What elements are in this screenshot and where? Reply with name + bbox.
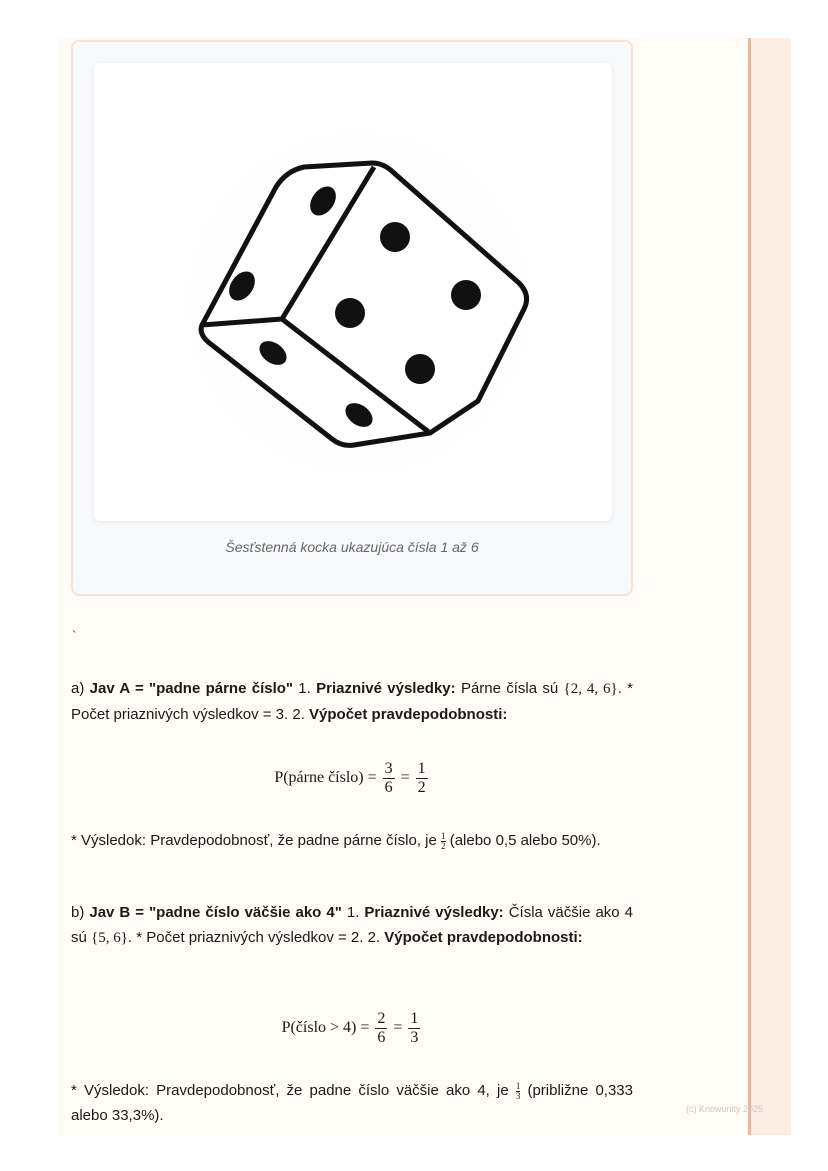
outcome-set: {2, 4, 6}: [563, 681, 618, 697]
part-b-prefix: b): [71, 904, 90, 921]
count-text: . * Počet priaznivých výsledkov = 3. 2.: [71, 680, 633, 723]
formula-lhs: P(číslo > 4) =: [281, 1019, 374, 1037]
step-label: Priaznivé výsledky:: [364, 904, 504, 921]
result-b: * Výsledok: Pravdepodobnosť, že padne číslo väčšie ako 4, je $\frac{1}{3}$ (približne 0,333 alebo 33,3%).: [71, 1080, 633, 1124]
fraction: $\frac{1}{3}$: [515, 1080, 521, 1101]
part-b-title: Jav B = "padne číslo väčšie ako 4": [89, 904, 342, 921]
stray-mark: `: [72, 628, 77, 643]
fraction: $\frac{1}{2}$: [417, 760, 426, 796]
part-a-title: Jav A = "padne párne číslo": [89, 680, 294, 697]
result-a: * Výsledok: Pravdepodobnosť, že padne párne číslo, je $\frac{1}{2}$ (alebo 0,5 alebo 50%).: [71, 830, 601, 851]
dice-icon: [94, 63, 612, 521]
part-b-text: [71, 900, 633, 951]
figure-caption: Šesťstenná kocka ukazujúca čísla 1 až 6: [225, 539, 479, 555]
fraction: $\frac{1}{2}$: [441, 830, 446, 851]
step-label: Priaznivé výsledky:: [316, 680, 456, 697]
figure-card: [71, 40, 633, 596]
outcome-set: {5, 6}: [91, 930, 128, 946]
side-margin: [748, 38, 791, 1135]
part-a-text: [71, 676, 633, 727]
formula-lhs: P(párne číslo) =: [274, 769, 381, 787]
figure-image: [94, 63, 612, 521]
formula-a: P(párne číslo) = $\frac{3}{6}$ = $\frac{1}{2}$: [274, 760, 426, 796]
step-text: Párne čísla sú: [455, 680, 564, 697]
fraction: $\frac{3}{6}$: [384, 760, 393, 796]
count-text: . * Počet priaznivých výsledkov = 2. 2.: [127, 929, 385, 946]
part-a-prefix: a): [71, 680, 90, 697]
fraction: $\frac{1}{3}$: [410, 1010, 419, 1046]
copyright: (c) Knowunity 2025: [686, 1104, 764, 1114]
step-number: 1.: [341, 904, 365, 921]
fraction: $\frac{2}{6}$: [377, 1010, 386, 1046]
step-number: 1.: [293, 680, 317, 697]
step-label: Výpočet pravdepodobnosti:: [384, 929, 583, 946]
step-label: Výpočet pravdepodobnosti:: [309, 706, 508, 723]
formula-b: P(číslo > 4) = $\frac{2}{6}$ = $\frac{1}{3}$: [281, 1010, 419, 1046]
step-text: Čísla väčšie ako 4 sú: [71, 904, 633, 946]
